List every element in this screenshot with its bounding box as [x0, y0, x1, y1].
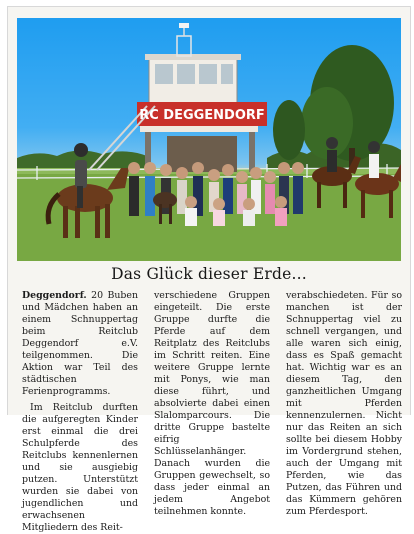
club-sign-text: RC DEGGENDORF — [139, 108, 265, 123]
article-column-2 — [154, 290, 270, 517]
judges-tower — [89, 23, 267, 172]
riding-club-photo — [17, 18, 401, 261]
article-column-1 — [22, 290, 138, 533]
article-photo — [17, 18, 401, 261]
dateline: Deggendorf. — [22, 290, 87, 301]
article-paragraph: Im Reitclub durften die aufgeregten Kinder erst einmal die drei Schulpferde des Reitclubs kennenlernen und sie ausgiebig putzen. Unterstützt wurden sie dabei von jugendlichen und erwachsenen Mitgliedern des Reit- — [22, 402, 138, 533]
article-paragraph: verabschiedeten. Für so manchen ist der Schnuppertag viel zu schnell vergangen, und alle waren sich einig, dass es Spaß gemacht hat. Wichtig war es an diesem Tag, den ganzheitlichen Umgang mit Pferden kennenzulernen. Nicht nur das Reiten an sich sollte bei diesem Hobby im Vordergrund stehen, auch der Umgang mit Pferden, wie das Putzen, das Führen und das Kümmern gehören zum Pferdesport. — [286, 290, 402, 517]
article-paragraph — [22, 290, 138, 398]
article-body — [22, 290, 402, 533]
article-column-3 — [286, 290, 402, 517]
paragraph-text: 20 Buben und Mädchen haben an einem Schnuppertag beim Reitclub Deggendorf e.V. teilgenommen. Die Aktion war Teil des städtischen Ferienprogramms. — [22, 290, 138, 397]
newspaper-clipping — [7, 6, 411, 533]
article-paragraph: verschiedene Gruppen eingeteilt. Die erste Gruppe durfte die Pferde auf dem Reitplatz des Reitclubs im Schritt reiten. Eine weitere Gruppe lernte mit Ponys, wie man diese führt, und absolvierte dabei einen Slalomparcours. Die dritte Gruppe bastelte eifrig Schlüsselanhänger. Danach wurden die Gruppen gewechselt, so dass jeder einmal an jedem Angebot teilnehmen konnte. — [154, 290, 270, 517]
article-headline: Das Glück dieser Erde... — [111, 265, 307, 283]
